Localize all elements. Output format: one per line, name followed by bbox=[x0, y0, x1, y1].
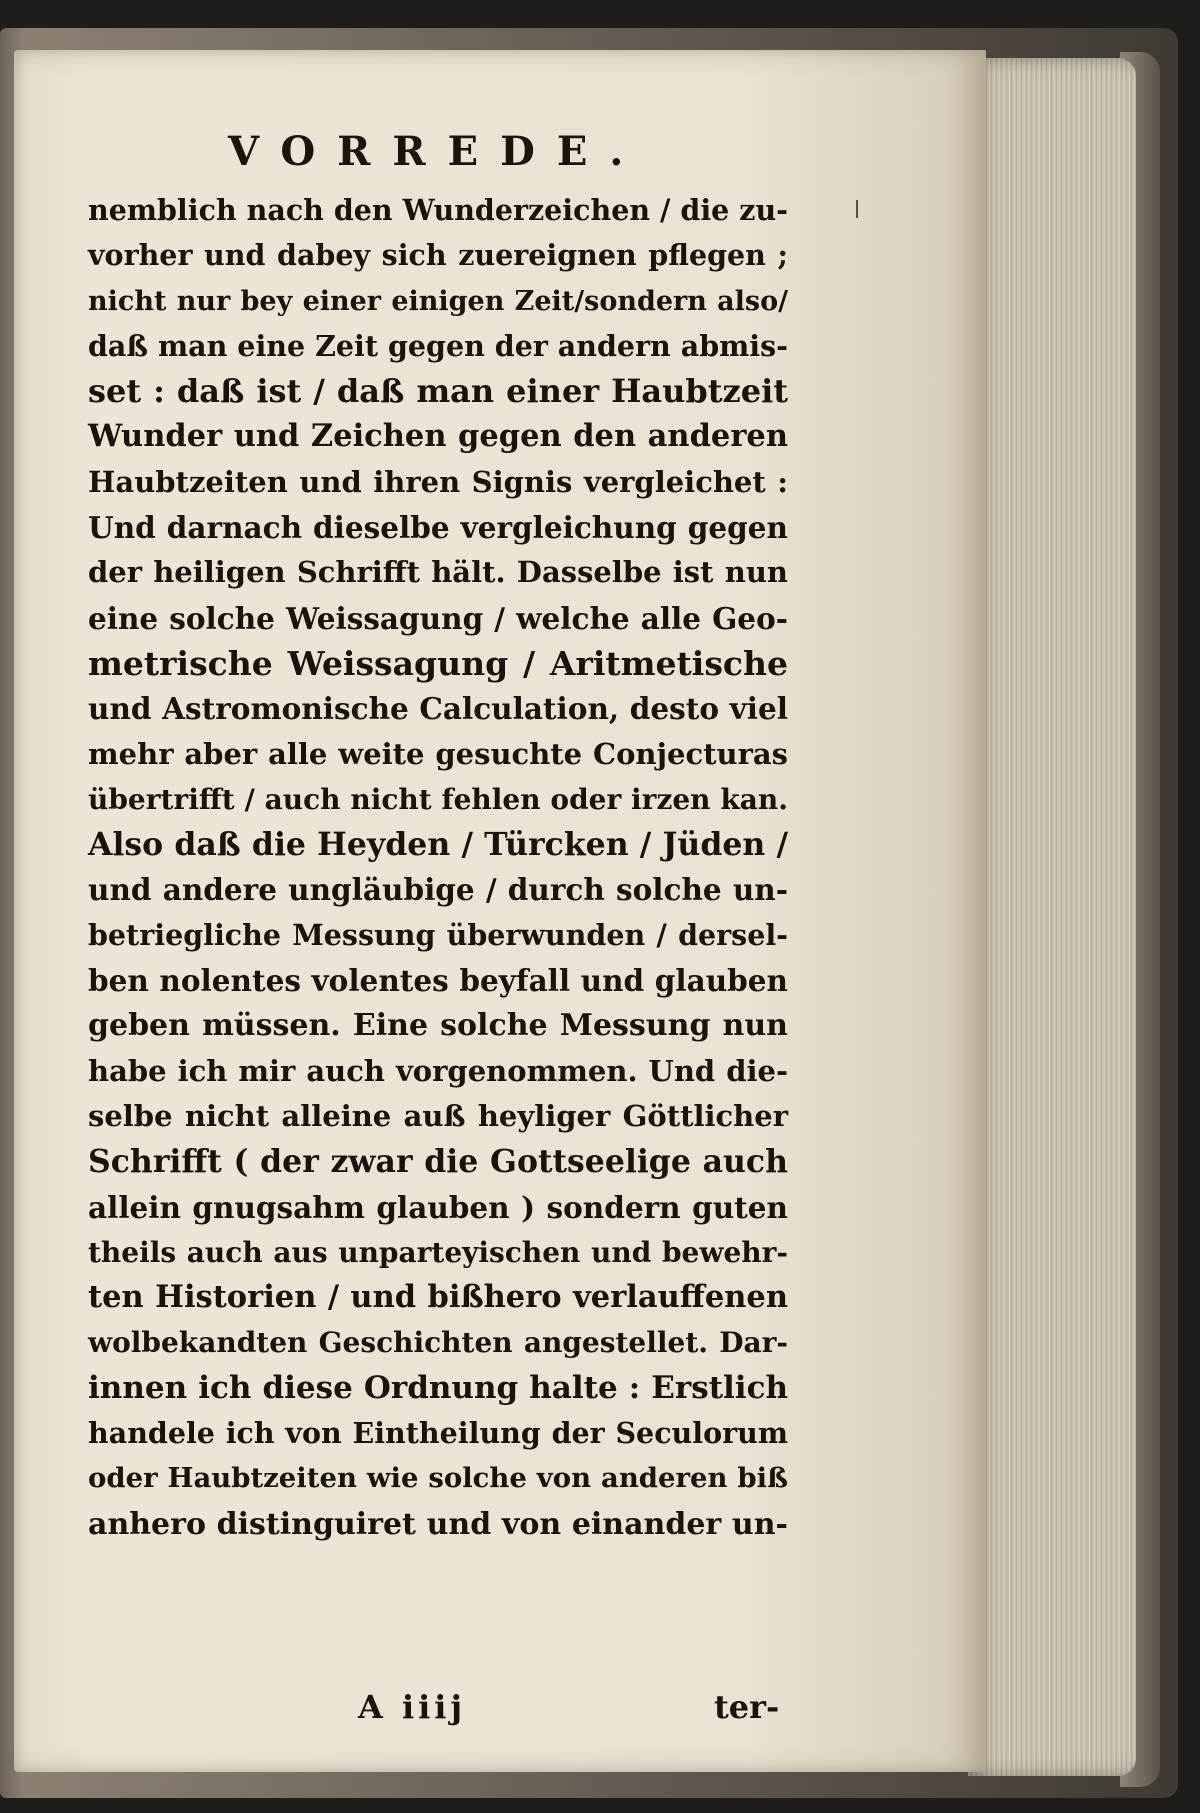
text-line: oder Haubtzeiten wie solche von anderen biß bbox=[88, 1462, 788, 1495]
text-line: mehr aber alle weite gesuchte Conjecturas bbox=[88, 736, 788, 771]
text-line: theils auch aus unparteyischen und bewehr- bbox=[88, 1235, 788, 1269]
text-line: nemblich nach den Wunderzeichen / die zu- bbox=[88, 193, 788, 227]
text-line: innen ich diese Ordnung halte : Erstlich bbox=[88, 1369, 788, 1406]
page-edges bbox=[968, 58, 1136, 1776]
text-line: der heiligen Schrifft hält. Dasselbe ist nun bbox=[88, 555, 788, 590]
text-line: selbe nicht alleine auß heyliger Göttlicher bbox=[88, 1098, 788, 1133]
text-line: geben müssen. Eine solche Messung nun bbox=[88, 1008, 788, 1044]
margin-mark bbox=[856, 200, 858, 218]
text-line: Schrifft ( der zwar die Gottseelige auch bbox=[88, 1143, 788, 1181]
text-line: Haubtzeiten und ihren Signis vergleichet : bbox=[88, 464, 788, 499]
catchword: ter- bbox=[714, 1688, 780, 1726]
text-line: daß man eine Zeit gegen der andern abmis- bbox=[88, 328, 788, 363]
text-line: wolbekandten Geschichten angestellet. Dar- bbox=[88, 1326, 788, 1360]
text-line: und andere ungläubige / durch solche un- bbox=[88, 872, 788, 908]
text-line: übertrifft / auch nicht fehlen oder irzen kan. bbox=[88, 782, 788, 816]
text-line: ben nolentes volentes beyfall und glauben bbox=[88, 963, 788, 999]
text-line: vorher und dabey sich zuereignen pflegen ; bbox=[88, 238, 788, 273]
text-line: eine solche Weissagung / welche alle Geo- bbox=[88, 600, 788, 636]
text-line: metrische Weissagung / Aritmetische bbox=[88, 643, 788, 683]
text-line: set : daß ist / daß man einer Haubtzeit bbox=[88, 372, 788, 411]
text-line: betriegliche Messung überwunden / dersel- bbox=[88, 917, 788, 952]
text-line: habe ich mir auch vorgenommen. Und die- bbox=[88, 1053, 788, 1088]
text-line: und Astromonische Calculation, desto viel bbox=[88, 691, 788, 727]
running-head: VORREDE. bbox=[228, 128, 646, 175]
text-line: handele ich von Eintheilung der Seculorum bbox=[88, 1416, 788, 1451]
text-line: allein gnugsahm glauben ) sondern guten bbox=[88, 1189, 788, 1225]
text-line: Und darnach dieselbe vergleichung gegen bbox=[88, 510, 788, 546]
text-line: Wunder und Zeichen gegen den anderen bbox=[88, 418, 788, 455]
signature-mark: A iiij bbox=[358, 1688, 467, 1726]
body-text bbox=[88, 188, 788, 1547]
text-line: anhero distinguiret und von einander un- bbox=[88, 1506, 788, 1542]
text-line: nicht nur bey einer einigen Zeit/sondern also/ bbox=[88, 285, 788, 317]
text-line: Also daß die Heyden / Türcken / Jüden / bbox=[88, 826, 788, 864]
text-line: ten Historien / und bißhero verlauffenen bbox=[88, 1279, 788, 1316]
